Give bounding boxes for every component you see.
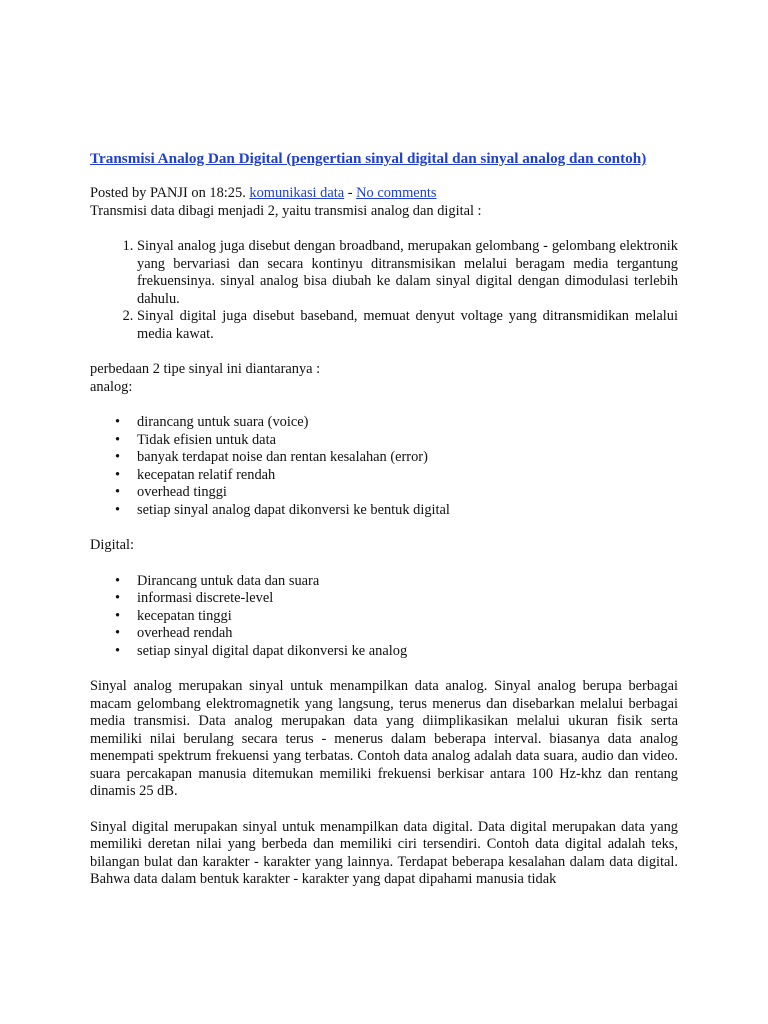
analog-list <box>90 414 678 519</box>
diff-intro: perbedaan 2 tipe sinyal ini diantaranya : <box>90 361 321 377</box>
list-item: • informasi discrete-level <box>137 590 678 608</box>
meta-separator: - <box>347 185 353 201</box>
list-item: • overhead tinggi <box>137 484 678 502</box>
intro-text: Transmisi data dibagi menjadi 2, yaitu transmisi analog dan digital : <box>90 202 482 219</box>
list-item: 1. Sinyal analog juga disebut dengan broadband, merupakan gelombang - gelombang elektronik yang bervariasi dan secara kontinyu ditransmisikan melalui beragam media tergantung frekuensinya. sinyal analog bisa diubah ke dalam sinyal digital dengan dimodulasi terlebih dahulu. <box>137 238 678 308</box>
post-meta <box>90 185 678 203</box>
paragraph-analog: Sinyal analog merupakan sinyal untuk menampilkan data analog. Sinyal analog berupa berbagai macam gelombang elektromagnetik yang langsung, terus menerus dan disebarkan melalui berbagai media transmisi. Data analog merupakan data yang diimplikasikan melalui ukuran fisik serta memiliki nilai berulang secara terus - menerus dalam beberapa interval. biasanya data analog menempati spektrum frekuensi yang terbatas. Contoh data analog adalah data suara, audio dan video. suara percakapan manusia ditemukan memiliki frekuensi berkisar antara 100 Hz-khz dan rentang dinamis 25 dB. <box>90 678 678 799</box>
list-item: • setiap sinyal analog dapat dikonversi ke bentuk digital <box>137 502 678 520</box>
paragraph-digital: Sinyal digital merupakan sinyal untuk menampilkan data digital. Data digital merupakan data yang memiliki deretan nilai yang berbeda dan memiliki ciri tersendiri. Contoh data digital adalah teks, bilangan bulat dan karakter - karakter yang lainnya. Terdapat beberapa kesalahan dalam data digital. Bahwa data dalam bentuk karakter - karakter yang dapat dipahami manusia tidak <box>90 818 678 887</box>
list-item: • Tidak efisien untuk data <box>137 432 678 450</box>
list-item: • kecepatan relatif rendah <box>137 467 678 485</box>
category-link[interactable]: komunikasi data <box>249 185 345 201</box>
list-item: • overhead rendah <box>137 625 678 643</box>
list-item: • kecepatan tinggi <box>137 608 678 626</box>
post-title-link[interactable]: Transmisi Analog Dan Digital (pengertian sinyal digital dan sinyal analog dan contoh) <box>90 150 647 167</box>
post-title <box>90 149 678 168</box>
list-item: • dirancang untuk suara (voice) <box>137 414 678 432</box>
digital-label: Digital: <box>90 537 134 553</box>
numbered-list <box>90 238 678 343</box>
comments-link[interactable]: No comments <box>356 185 437 201</box>
digital-list <box>90 573 678 661</box>
list-item: • setiap sinyal digital dapat dikonversi ke analog <box>137 643 678 661</box>
document-page <box>90 149 678 889</box>
post-meta-prefix: Posted by PANJI on 18:25. <box>90 185 246 201</box>
list-item: • banyak terdapat noise dan rentan kesalahan (error) <box>137 449 678 467</box>
analog-label: analog: <box>90 378 133 395</box>
list-item: • Dirancang untuk data dan suara <box>137 573 678 591</box>
list-item: 2. Sinyal digital juga disebut baseband, memuat denyut voltage yang ditransmidikan melalui media kawat. <box>137 308 678 343</box>
